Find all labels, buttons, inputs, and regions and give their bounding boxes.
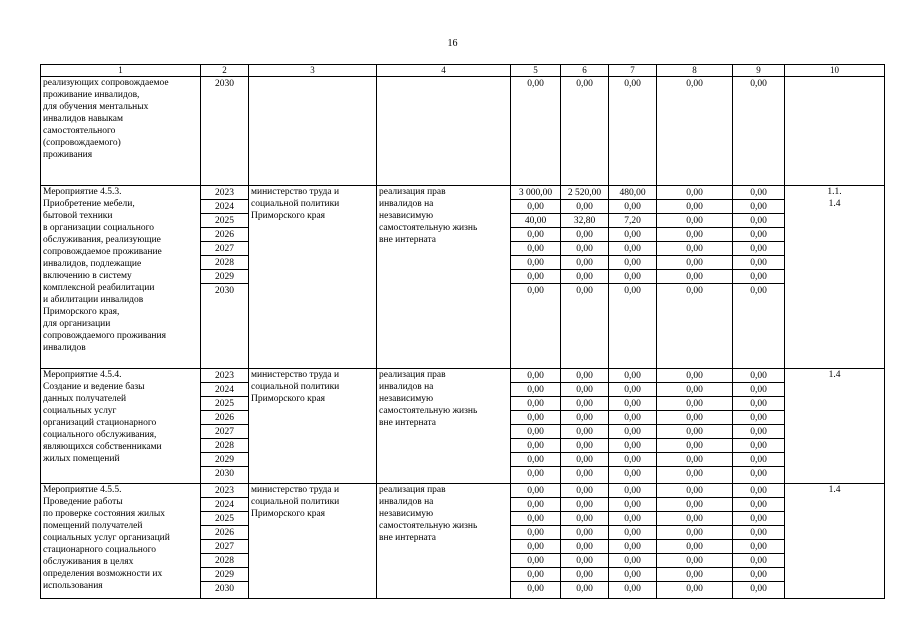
funding-other — [733, 186, 785, 369]
column-header: 4 — [377, 65, 511, 77]
funding-value: 0,00 — [609, 568, 656, 582]
funding-value: 0,00 — [576, 584, 593, 594]
funding-value: 0,00 — [561, 554, 608, 568]
funding-value: 0,00 — [657, 568, 732, 582]
year-value: 2029 — [201, 453, 248, 467]
funding-local — [657, 77, 733, 186]
column-header: 9 — [733, 65, 785, 77]
funding-value: 0,00 — [657, 270, 732, 284]
funding-value: 0,00 — [657, 369, 732, 383]
funding-federal — [561, 484, 609, 599]
funding-other — [733, 484, 785, 599]
year-value: 2027 — [201, 425, 248, 439]
funding-value: 0,00 — [733, 568, 784, 582]
funding-value: 0,00 — [576, 286, 593, 296]
measure-row-4-5-4 — [41, 369, 885, 484]
funding-value: 0,00 — [511, 498, 560, 512]
year-value: 2027 — [201, 540, 248, 554]
funding-value: 0,00 — [561, 270, 608, 284]
funding-value: 0,00 — [576, 469, 593, 479]
year-value: 2030 — [215, 286, 234, 296]
funding-value: 0,00 — [561, 369, 608, 383]
funding-value: 0,00 — [609, 256, 656, 270]
funding-value: 0,00 — [511, 526, 560, 540]
column-header: 2 — [201, 65, 249, 77]
funding-value: 0,00 — [657, 554, 732, 568]
funding-value: 0,00 — [733, 270, 784, 284]
funding-value: 0,00 — [733, 186, 784, 200]
year-value: 2028 — [201, 554, 248, 568]
funding-value: 0,00 — [733, 256, 784, 270]
result-cell: реализация прав инвалидов на независимую самостоятельную жизнь вне интерната — [377, 484, 511, 599]
year-value: 2025 — [201, 512, 248, 526]
funding-value: 0,00 — [511, 383, 560, 397]
funding-value: 0,00 — [527, 584, 544, 594]
funding-value: 0,00 — [657, 498, 732, 512]
program-activities-table — [40, 64, 885, 599]
funding-value: 0,00 — [511, 484, 560, 498]
funding-value: 0,00 — [609, 439, 656, 453]
funding-value: 0,00 — [609, 383, 656, 397]
measure-row-4-5-3 — [41, 186, 885, 369]
result-cell: реализация прав инвалидов на независимую самостоятельную жизнь вне интерната — [377, 186, 511, 369]
funding-value: 0,00 — [686, 286, 703, 296]
funding-value: 0,00 — [733, 397, 784, 411]
funding-value: 0,00 — [561, 568, 608, 582]
column-header: 1 — [41, 65, 201, 77]
result-cell — [377, 77, 511, 186]
funding-value: 0,00 — [511, 568, 560, 582]
funding-value: 0,00 — [750, 584, 767, 594]
funding-regional — [609, 484, 657, 599]
funding-value: 0,00 — [624, 286, 641, 296]
funding-value: 0,00 — [609, 526, 656, 540]
funding-value: 40,00 — [511, 214, 560, 228]
year-cell — [201, 77, 249, 186]
measure-row-4-5-5 — [41, 484, 885, 599]
funding-other — [733, 369, 785, 484]
funding-value: 0,00 — [609, 512, 656, 526]
year-value: 2025 — [201, 214, 248, 228]
funding-value: 0,00 — [750, 286, 767, 296]
funding-value: 0,00 — [561, 228, 608, 242]
indicator-link — [785, 77, 885, 186]
funding-value: 0,00 — [561, 498, 608, 512]
indicator-link: 1.1. 1.4 — [785, 186, 885, 369]
funding-value: 0,00 — [511, 554, 560, 568]
funding-value: 0,00 — [527, 286, 544, 296]
executor-cell: министерство труда и социальной политики Приморского края — [249, 369, 377, 484]
funding-value: 0,00 — [609, 200, 656, 214]
funding-value: 0,00 — [609, 369, 656, 383]
funding-value: 480,00 — [609, 186, 656, 200]
funding-value: 0,00 — [511, 425, 560, 439]
funding-value: 0,00 — [624, 469, 641, 479]
year-cell — [201, 484, 249, 599]
funding-value: 0,00 — [657, 186, 732, 200]
funding-value: 0,00 — [511, 228, 560, 242]
funding-value: 0,00 — [733, 453, 784, 467]
activity-description: реализующих сопровождаемое проживание инвалидов, для обучения ментальных инвалидов навыкам самостоятельного (сопровождаемого) проживания — [41, 77, 201, 186]
funding-value: 0,00 — [733, 512, 784, 526]
funding-value: 0,00 — [657, 425, 732, 439]
funding-value: 0,00 — [733, 369, 784, 383]
year-value: 2029 — [201, 568, 248, 582]
year-value: 2023 — [201, 484, 248, 498]
funding-value: 0,00 — [561, 526, 608, 540]
funding-value: 32,80 — [561, 214, 608, 228]
funding-value: 7,20 — [609, 214, 656, 228]
funding-local — [657, 484, 733, 599]
funding-value: 0,00 — [561, 397, 608, 411]
year-value: 2025 — [201, 397, 248, 411]
year-value: 2029 — [201, 270, 248, 284]
funding-value: 0,00 — [733, 498, 784, 512]
funding-value: 0,00 — [511, 453, 560, 467]
funding-value: 0,00 — [511, 270, 560, 284]
funding-value: 0,00 — [511, 256, 560, 270]
result-cell: реализация прав инвалидов на независимую самостоятельную жизнь вне интерната — [377, 369, 511, 484]
funding-value: 0,00 — [657, 242, 732, 256]
executor-cell: министерство труда и социальной политики Приморского края — [249, 186, 377, 369]
funding-value: 0,00 — [561, 484, 608, 498]
column-header: 7 — [609, 65, 657, 77]
activity-description: Мероприятие 4.5.4. Создание и ведение базы данных получателей социальных услуг организаций стационарного социального обслуживания, являющихся собственниками жилых помещений — [41, 369, 201, 484]
funding-value: 0,00 — [609, 425, 656, 439]
year-cell — [201, 186, 249, 369]
year-value: 2026 — [201, 526, 248, 540]
funding-value: 0,00 — [657, 214, 732, 228]
year-value: 2030 — [215, 469, 234, 479]
funding-value: 0,00 — [511, 540, 560, 554]
activity-description: Мероприятие 4.5.3. Приобретение мебели, бытовой техники в организации социального обслуживания, реализующие сопровождаемое проживание инвалидов, подлежащие включению в систему комплексной реабилитации и абилитации инвалидов Приморского края, для организации сопровождаемого проживания инвалидов — [41, 186, 201, 369]
funding-value: 0,00 — [609, 453, 656, 467]
funding-value: 0,00 — [576, 79, 593, 89]
funding-value: 0,00 — [733, 242, 784, 256]
funding-value: 0,00 — [750, 79, 767, 89]
funding-value: 0,00 — [733, 228, 784, 242]
funding-local — [657, 369, 733, 484]
funding-value: 0,00 — [657, 256, 732, 270]
column-header: 3 — [249, 65, 377, 77]
funding-value: 0,00 — [686, 79, 703, 89]
year-value: 2024 — [201, 498, 248, 512]
column-header: 8 — [657, 65, 733, 77]
year-value: 2024 — [201, 200, 248, 214]
funding-other — [733, 77, 785, 186]
funding-value: 0,00 — [657, 540, 732, 554]
funding-value: 0,00 — [657, 439, 732, 453]
funding-federal — [561, 369, 609, 484]
funding-value: 0,00 — [561, 453, 608, 467]
funding-regional — [609, 77, 657, 186]
funding-value: 0,00 — [657, 512, 732, 526]
year-value: 2030 — [215, 79, 234, 89]
funding-value: 0,00 — [657, 200, 732, 214]
funding-value: 0,00 — [609, 554, 656, 568]
page-number: 16 — [447, 38, 458, 49]
funding-value: 0,00 — [511, 411, 560, 425]
funding-value: 0,00 — [624, 79, 641, 89]
funding-value: 0,00 — [511, 242, 560, 256]
funding-value: 0,00 — [657, 397, 732, 411]
funding-value: 0,00 — [686, 584, 703, 594]
funding-value: 0,00 — [561, 411, 608, 425]
funding-value: 0,00 — [561, 439, 608, 453]
funding-value: 0,00 — [624, 584, 641, 594]
year-value: 2023 — [201, 186, 248, 200]
funding-value: 0,00 — [733, 439, 784, 453]
funding-value: 0,00 — [733, 540, 784, 554]
indicator-link: 1.4 — [785, 369, 885, 484]
funding-value: 3 000,00 — [511, 186, 560, 200]
activity-description: Мероприятие 4.5.5. Проведение работы по проверке состояния жилых помещений получателей социальных услуг организаций стационарного социального обслуживания в целях определения возможности их использования — [41, 484, 201, 599]
funding-total — [511, 77, 561, 186]
funding-value: 0,00 — [561, 383, 608, 397]
funding-value: 0,00 — [527, 469, 544, 479]
funding-value: 0,00 — [511, 200, 560, 214]
year-value: 2030 — [215, 584, 234, 594]
funding-value: 0,00 — [527, 79, 544, 89]
indicator-link: 1.4 — [785, 484, 885, 599]
funding-total — [511, 186, 561, 369]
year-value: 2023 — [201, 369, 248, 383]
year-value: 2024 — [201, 383, 248, 397]
funding-total — [511, 484, 561, 599]
executor-cell: министерство труда и социальной политики Приморского края — [249, 484, 377, 599]
funding-value: 0,00 — [657, 411, 732, 425]
executor-cell — [249, 77, 377, 186]
funding-value: 0,00 — [609, 498, 656, 512]
funding-value: 0,00 — [733, 554, 784, 568]
funding-value: 0,00 — [733, 411, 784, 425]
funding-federal — [561, 77, 609, 186]
funding-value: 0,00 — [657, 484, 732, 498]
funding-value: 0,00 — [609, 228, 656, 242]
funding-value: 0,00 — [733, 200, 784, 214]
funding-value: 0,00 — [609, 540, 656, 554]
funding-value: 0,00 — [657, 453, 732, 467]
column-header: 5 — [511, 65, 561, 77]
funding-value: 2 520,00 — [561, 186, 608, 200]
funding-value: 0,00 — [561, 256, 608, 270]
year-value: 2028 — [201, 439, 248, 453]
funding-value: 0,00 — [511, 397, 560, 411]
funding-value: 0,00 — [733, 383, 784, 397]
year-value: 2028 — [201, 256, 248, 270]
funding-value: 0,00 — [561, 425, 608, 439]
funding-value: 0,00 — [609, 484, 656, 498]
funding-value: 0,00 — [733, 484, 784, 498]
funding-value: 0,00 — [657, 526, 732, 540]
funding-value: 0,00 — [561, 512, 608, 526]
continuation-row — [41, 77, 885, 186]
funding-total — [511, 369, 561, 484]
funding-regional — [609, 186, 657, 369]
funding-value: 0,00 — [657, 228, 732, 242]
funding-value: 0,00 — [609, 411, 656, 425]
funding-value: 0,00 — [609, 242, 656, 256]
funding-value: 0,00 — [609, 270, 656, 284]
funding-value: 0,00 — [511, 439, 560, 453]
column-header: 10 — [785, 65, 885, 77]
year-value: 2026 — [201, 228, 248, 242]
funding-federal — [561, 186, 609, 369]
year-value: 2027 — [201, 242, 248, 256]
funding-local — [657, 186, 733, 369]
funding-value: 0,00 — [733, 425, 784, 439]
funding-value: 0,00 — [561, 540, 608, 554]
funding-value: 0,00 — [511, 369, 560, 383]
funding-value: 0,00 — [686, 469, 703, 479]
funding-value: 0,00 — [750, 469, 767, 479]
funding-value: 0,00 — [733, 526, 784, 540]
funding-value: 0,00 — [561, 200, 608, 214]
funding-value: 0,00 — [561, 242, 608, 256]
funding-value: 0,00 — [511, 512, 560, 526]
year-cell — [201, 369, 249, 484]
funding-value: 0,00 — [657, 383, 732, 397]
funding-regional — [609, 369, 657, 484]
column-number-row — [41, 65, 885, 77]
year-value: 2026 — [201, 411, 248, 425]
column-header: 6 — [561, 65, 609, 77]
funding-value: 0,00 — [733, 214, 784, 228]
funding-value: 0,00 — [609, 397, 656, 411]
